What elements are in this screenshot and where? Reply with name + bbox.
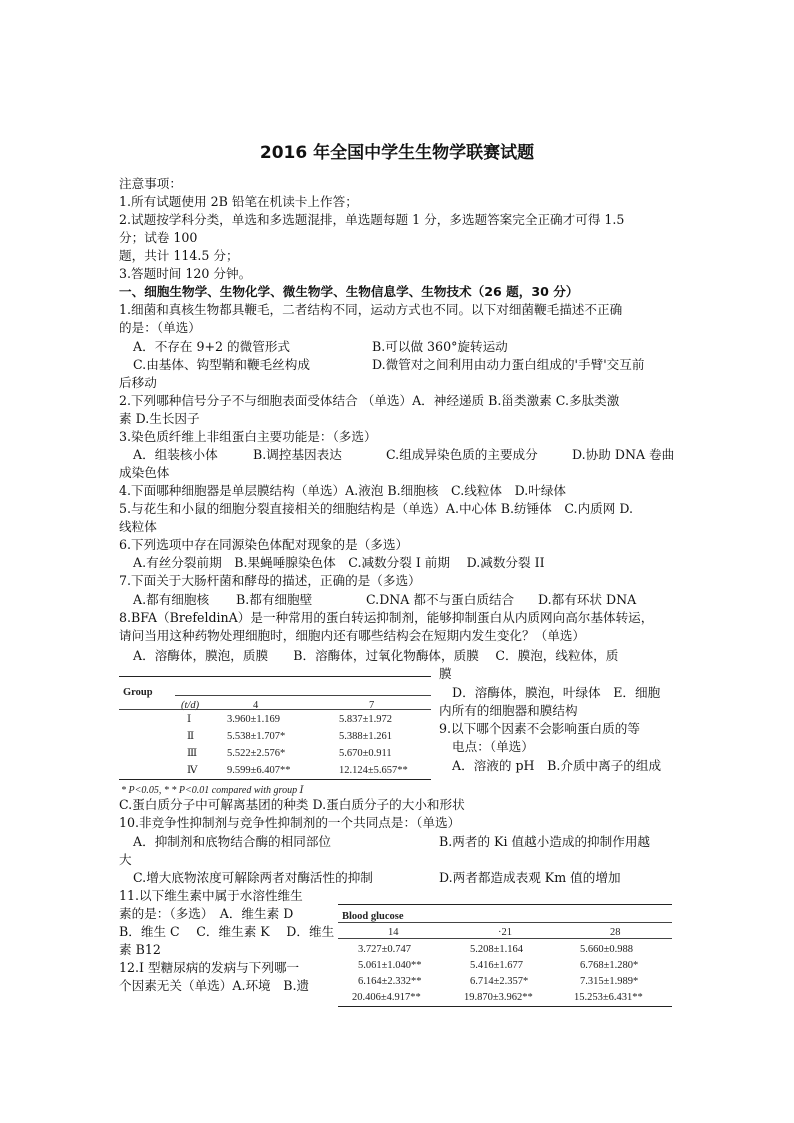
question-1-cont: 的是：（单选） (119, 320, 201, 335)
q11-options-cont: 素 B12 (119, 942, 161, 957)
question-12: 12.I 型糖尿病的发病与下列哪一 (119, 960, 300, 975)
data-table-1 (119, 676, 431, 794)
table2-row-col1: 3.727±0.747 (358, 944, 412, 955)
table2-title: Blood glucose (342, 911, 404, 922)
table2-row-col2: 19.870±3.962** (464, 992, 533, 1003)
table1-row-col2: 12.124±5.657** (339, 765, 408, 776)
q11-options: B．维生 C C．维生素 K D．维生 (119, 924, 335, 939)
q1-option-d: D.微管对之间利用由动力蛋白组成的'手臂'交互前 (372, 357, 645, 372)
table1-row-group: Ⅲ (187, 748, 198, 759)
table1-row-col2: 5.670±0.911 (339, 748, 392, 759)
page-title: 2016 年全国中学生生物学联赛试题 (259, 143, 535, 163)
question-6: 6.下列选项中存在同源染色体配对现象的是（多选） (119, 537, 409, 552)
q3-option-b: B.调控基因表达 (253, 447, 342, 462)
table2-row-col3: 15.253±6.431** (574, 992, 643, 1003)
q10-option-b: B.两者的 Ki 值越小造成的抑制作用越 (439, 834, 651, 849)
table2-row-col3: 6.768±1.280* (580, 960, 639, 971)
q8-option-e-cont: 内所有的细胞器和膜结构 (439, 703, 578, 718)
q7-option-a: A.都有细胞核 (133, 592, 210, 607)
q8-options-de: D．溶酶体，膜泡，叶绿体 E．细胞 (452, 685, 661, 700)
table1-row-group: Ⅳ (187, 765, 198, 776)
table1-row-col1: 3.960±1.169 (227, 714, 281, 725)
table1-row-group: Ⅱ (187, 731, 195, 742)
question-11-cont: 素的是：（多选） A．维生素 D (119, 906, 294, 921)
table2-row-col2: 5.416±1.677 (470, 960, 524, 971)
question-11: 11.以下维生素中属于水溶性维生 (119, 888, 303, 903)
question-5: 5.与花生和小鼠的细胞分裂直接相关的细胞结构是（单选）A.中心体 B.纺锤体 C.内质网 D. (119, 501, 634, 516)
table2-row-col2: 5.208±1.164 (470, 944, 524, 955)
q7-option-d: D.都有环状 DNA (538, 592, 637, 607)
table1-header-col2: 7 (369, 700, 375, 711)
note-2-cont: 分；试卷 100 (119, 230, 198, 245)
q1-option-a: A．不存在 9+2 的微管形式 (133, 339, 291, 354)
table1-row-col1: 5.522±2.576* (227, 748, 286, 759)
q9-options-cd: C.蛋白质分子中可解离基团的种类 D.蛋白质分子的大小和形状 (119, 797, 465, 812)
q3-option-a: A．组装核小体 (133, 447, 218, 462)
table1-footnote: * P<0.05, * * P<0.01 compared with group Ⅰ (121, 785, 304, 796)
notes-heading: 注意事项： (119, 176, 182, 191)
q1-option-d-cont: 后移动 (119, 375, 157, 390)
table2-row-col3: 7.315±1.989* (580, 976, 639, 987)
table2-header-col1: 14 (388, 927, 399, 938)
question-2: 2.下列哪种信号分子不与细胞表面受体结合 （单选）A．神经递质 B.甾类激素 C.多肽类激 (119, 393, 620, 408)
q7-option-b: B.都有细胞壁 (236, 592, 313, 607)
q10-option-a: A．抑制剂和底物结合酶的相同部位 (133, 834, 332, 849)
table1-row-col2: 5.388±1.261 (339, 731, 393, 742)
table2-row-col1: 20.406±4.917** (352, 992, 421, 1003)
q9-options-ab: A．溶液的 pH B.介质中离子的组成 (452, 758, 662, 773)
q8-option-c-cont: 膜 (439, 666, 452, 681)
question-4: 4.下面哪种细胞器是单层膜结构（单选）A.液泡 B.细胞核 C.线粒体 D.叶绿体 (119, 483, 567, 498)
question-10: 10.非竞争性抑制剂与竞争性抑制剂的一个共同点是：（单选） (119, 815, 461, 830)
question-12-cont: 个因素无关（单选）A.环境 B.遗 (119, 978, 310, 993)
table2-row-col1: 6.164±2.332** (358, 976, 422, 987)
table1-row-col2: 5.837±1.972 (339, 714, 393, 725)
table2-header-col2: ·21 (498, 927, 512, 938)
question-2-cont: 素 D.生长因子 (119, 411, 200, 426)
note-2: 2.试题按学科分类，单选和多选题混排，单选题每题 1 分，多选题答案完全正确才可得 1.5 (119, 212, 625, 227)
note-3: 3.答题时间 120 分钟。 (119, 266, 252, 281)
q7-option-c: C.DNA 都不与蛋白质结合 (366, 592, 515, 607)
question-7: 7.下面关于大肠杆菌和酵母的描述，正确的是（多选） (119, 573, 421, 588)
q3-option-d: D.协助 DNA 卷曲 (572, 447, 675, 462)
question-6-options: A.有丝分裂前期 B.果蝇唾腺染色体 C.减数分裂 I 前期 D.减数分裂 II (133, 555, 545, 570)
question-3-cont: 成染色体 (119, 465, 170, 480)
table1-row-group: Ⅰ (187, 714, 192, 725)
question-1: 1.细菌和真核生物都具鞭毛，二者结构不同，运动方式也不同。以下对细菌鞭毛描述不正确 (119, 302, 623, 317)
q10-option-d: D.两者都造成表观 Km 值的增加 (439, 870, 621, 885)
table1-header-unit: (t/d) (181, 700, 200, 711)
question-9-cont: 电点：（单选） (452, 739, 534, 754)
table1-header-col1: 4 (253, 700, 259, 711)
q1-option-c: C.由基体、钩型鞘和鞭毛丝构成 (133, 357, 310, 372)
question-9: 9.以下哪个因素不会影响蛋白质的等 (439, 721, 640, 736)
table2-row-col2: 6.714±2.357* (470, 976, 529, 987)
table2-header-col3: 28 (610, 927, 621, 938)
table2-row-col1: 5.061±1.040** (358, 960, 422, 971)
data-table-2 (338, 904, 672, 1008)
section-heading: 一、细胞生物学、生物化学、微生物学、生物信息学、生物技术（26 题，30 分） (119, 284, 579, 299)
question-3: 3.染色质纤维上非组蛋白主要功能是：（多选） (119, 429, 377, 444)
q1-option-b: B.可以做 360°旋转运动 (372, 339, 508, 354)
question-8: 8.BFA（BrefeldinA）是一种常用的蛋白转运抑制剂，能够抑制蛋白从内质网向高尔基体转运， (119, 610, 654, 625)
q10-option-b-cont: 大 (119, 852, 132, 867)
question-5-cont: 线粒体 (119, 519, 157, 534)
note-2-cont2: 题，共计 114.5 分； (119, 248, 239, 263)
note-1: 1.所有试题使用 2B 铅笔在机读卡上作答； (119, 194, 358, 209)
q3-option-c: C.组成异染色质的主要成分 (386, 447, 538, 462)
table1-header-group: Group (123, 687, 153, 698)
table2-row-col3: 5.660±0.988 (580, 944, 634, 955)
table1-row-col1: 5.538±1.707* (227, 731, 286, 742)
q10-option-c: C.增大底物浓度可解除两者对酶活性的抑制 (133, 870, 373, 885)
q8-options-abc: A．溶酶体，膜泡，质膜 B．溶酶体，过氧化物酶体，质膜 C．膜泡，线粒体，质 (133, 648, 619, 663)
table1-row-col1: 9.599±6.407** (227, 765, 291, 776)
question-8-cont: 请问当用这种药物处理细胞时，细胞内还有哪些结构会在短期内发生变化？（单选） (119, 628, 585, 643)
